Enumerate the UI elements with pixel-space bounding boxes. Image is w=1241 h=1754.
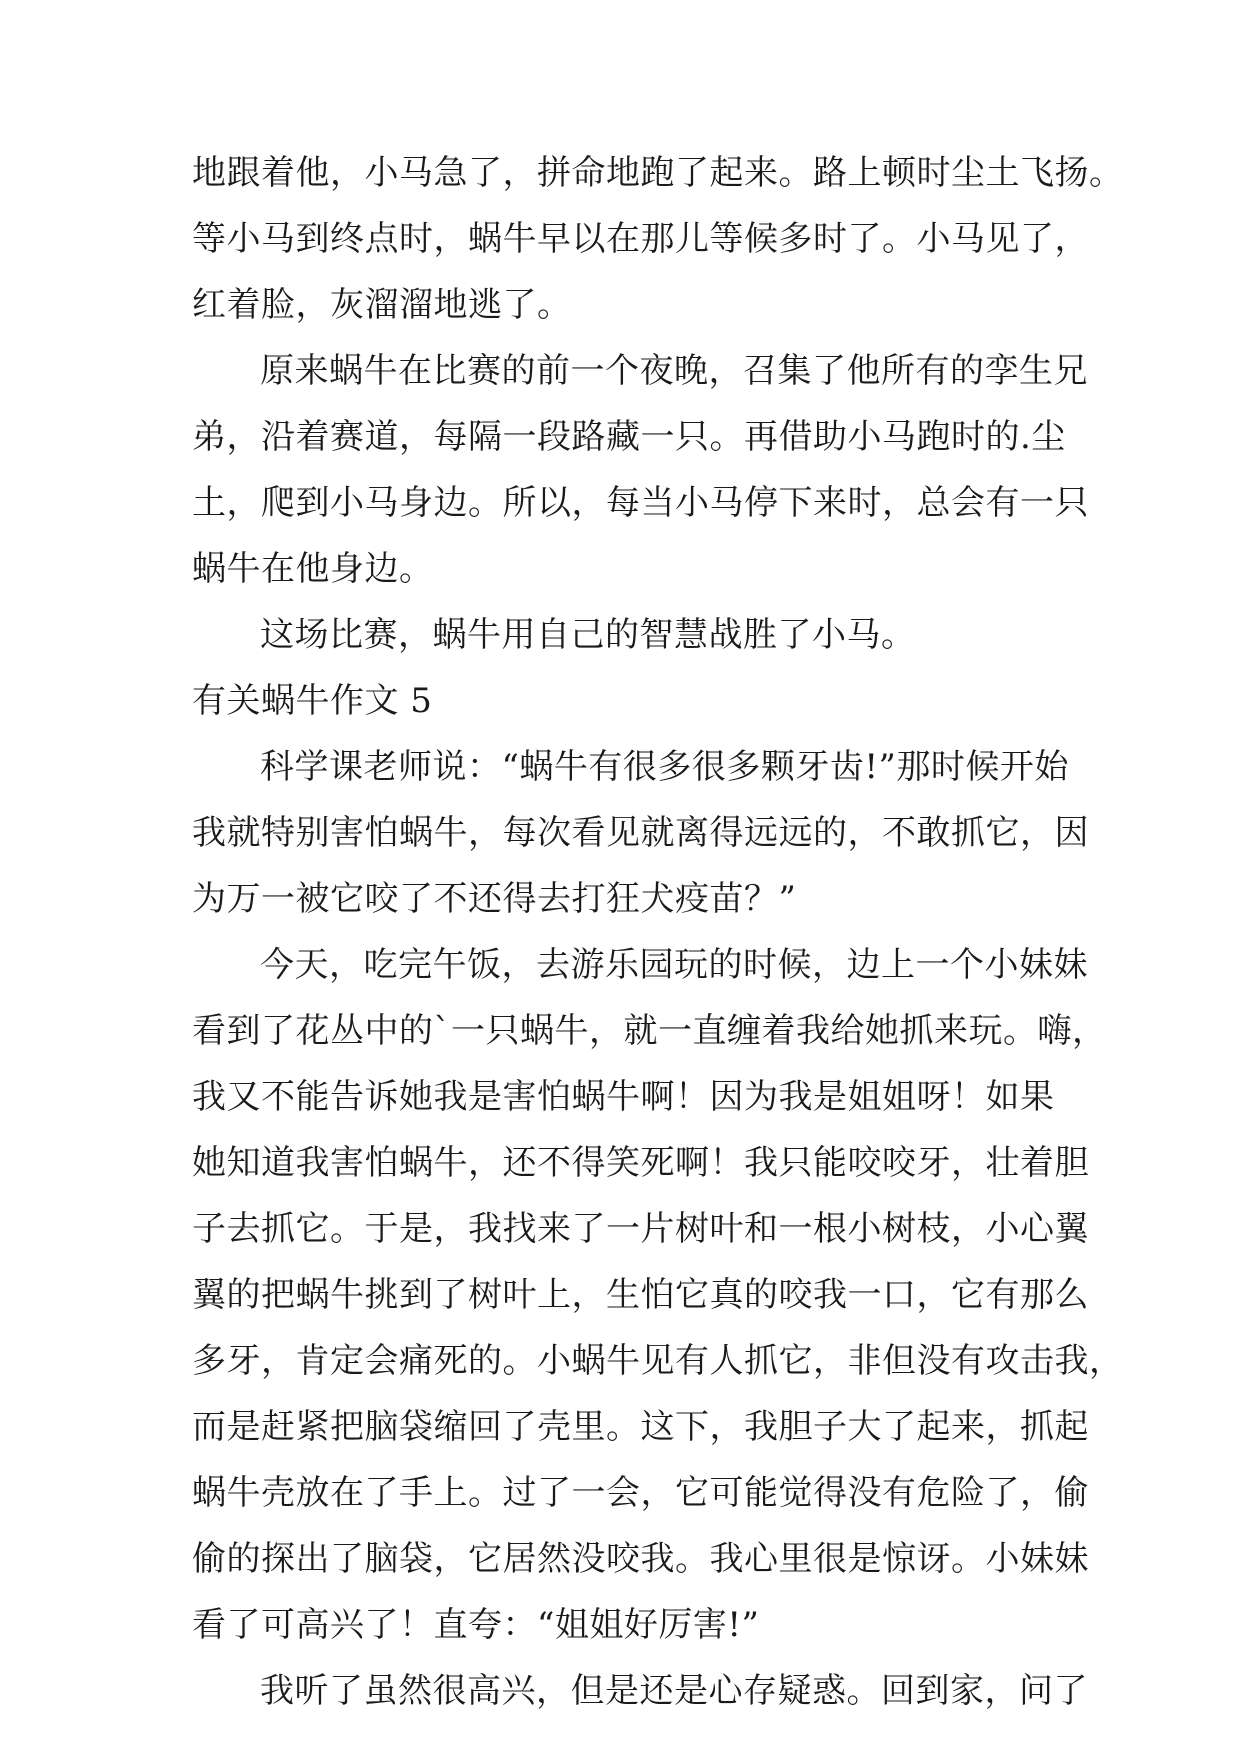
text-line: 我听了虽然很高兴，但是还是心存疑惑。回到家，问了	[260, 1671, 1088, 1711]
text-line: 偷的探出了脑袋，它居然没咬我。我心里很是惊讶。小妹妹	[192, 1539, 1089, 1579]
document-body	[192, 140, 1124, 1724]
text-line: 子去抓它。于是，我找来了一片树叶和一根小树枝，小心翼	[192, 1209, 1089, 1249]
text-line: 原来蜗牛在比赛的前一个夜晚，召集了他所有的孪生兄	[260, 351, 1088, 391]
text-line: 我又不能告诉她我是害怕蜗牛啊！因为我是姐姐呀！如果	[192, 1077, 1055, 1117]
text-line: 弟，沿着赛道，每隔一段路藏一只。再借助小马跑时的.尘	[192, 417, 1066, 457]
text-line: 地跟着他，小马急了，拼命地跑了起来。路上顿时尘土飞扬。	[192, 153, 1124, 193]
text-line: 蜗牛在他身边。	[192, 549, 434, 589]
text-line: 而是赶紧把脑袋缩回了壳里。这下，我胆子大了起来，抓起	[192, 1407, 1089, 1447]
text-line: 我就特别害怕蜗牛，每次看见就离得远远的，不敢抓它，因	[192, 813, 1089, 853]
text-line: 等小马到终点时，蜗牛早以在那儿等候多时了。小马见了，	[192, 219, 1089, 259]
text-line: 看到了花丛中的`一只蜗牛，就一直缠着我给她抓来玩。嗨，	[192, 1011, 1107, 1051]
text-line: 科学课老师说：“蜗牛有很多很多颗牙齿!”那时候开始	[260, 747, 1069, 787]
text-line: 她知道我害怕蜗牛，还不得笑死啊！我只能咬咬牙，壮着胆	[192, 1143, 1089, 1183]
text-line: 今天，吃完午饭，去游乐园玩的时候，边上一个小妹妹	[260, 945, 1088, 985]
text-line: 蜗牛壳放在了手上。过了一会，它可能觉得没有危险了，偷	[192, 1473, 1089, 1513]
text-line: 有关蜗牛作文 5	[192, 681, 433, 721]
text-line: 为万一被它咬了不还得去打狂犬疫苗？”	[192, 879, 797, 919]
text-line: 这场比赛，蜗牛用自己的智慧战胜了小马。	[260, 615, 916, 655]
text-line: 看了可高兴了！直夸：“姐姐好厉害!”	[192, 1605, 760, 1645]
text-line: 翼的把蜗牛挑到了树叶上，生怕它真的咬我一口，它有那么	[192, 1275, 1089, 1315]
text-line: 多牙，肯定会痛死的。小蜗牛见有人抓它，非但没有攻击我，	[192, 1341, 1124, 1381]
text-line: 土，爬到小马身边。所以，每当小马停下来时，总会有一只	[192, 483, 1089, 523]
text-line: 红着脸，灰溜溜地逃了。	[192, 285, 572, 325]
